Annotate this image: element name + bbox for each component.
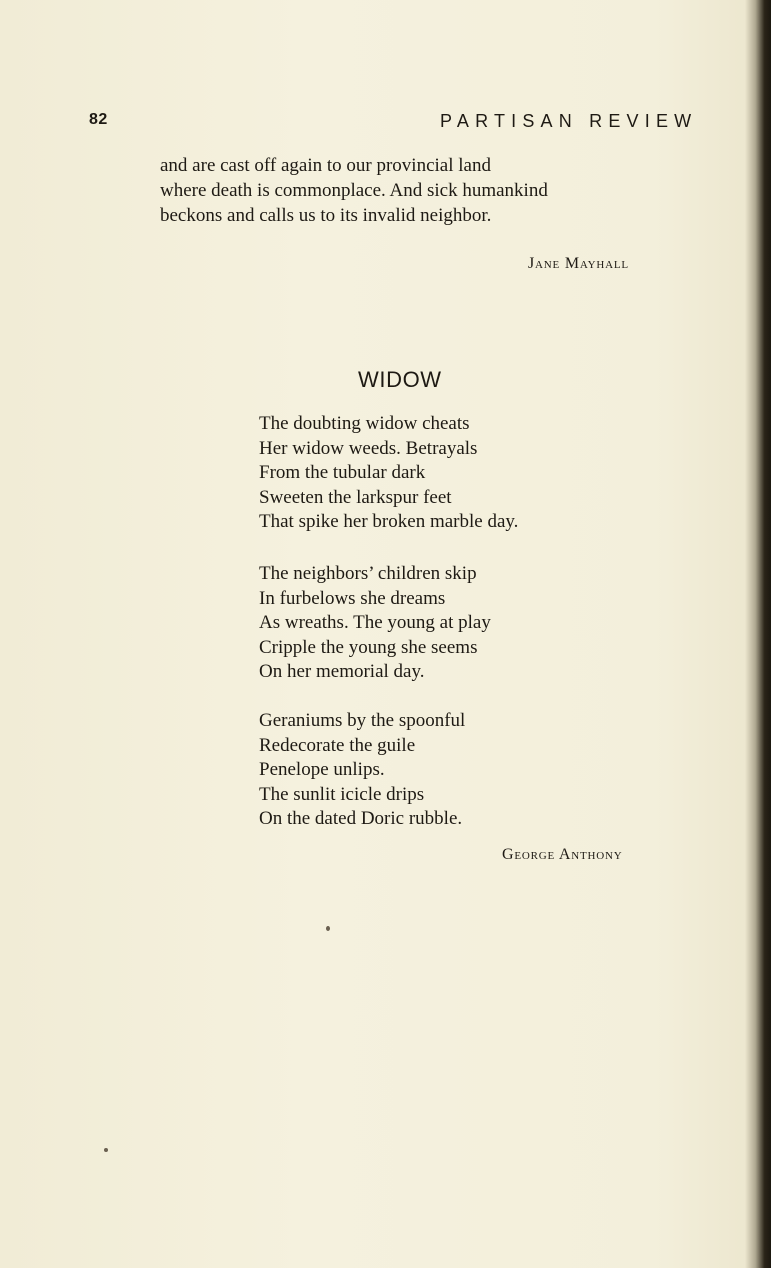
poem-line: The doubting widow cheats	[259, 413, 470, 434]
poem-title: WIDOW	[358, 367, 442, 392]
poem-line: From the tubular dark	[259, 462, 426, 483]
poem-line: Redecorate the guile	[259, 734, 416, 756]
poem-line: Cripple the young she seems	[259, 636, 478, 658]
running-head: PARTISAN REVIEW	[440, 111, 698, 131]
previous-poem-author: Jane Mayhall	[528, 255, 629, 272]
stanza-2	[259, 562, 491, 685]
page-edge-shadow	[745, 0, 771, 1268]
poem-line: As wreaths. The young at play	[259, 612, 491, 633]
poem-line: Geraniums by the spoonful	[259, 710, 466, 731]
poem-line: In furbelows she dreams	[259, 587, 446, 609]
poem-line: Sweeten the larkspur feet	[259, 486, 452, 508]
poem-line: and are cast off again to our provincial land	[160, 155, 491, 176]
poem-line: On her memorial day.	[259, 661, 425, 682]
poem-line: The sunlit icicle drips	[259, 783, 425, 805]
poem-line: Penelope unlips.	[259, 759, 385, 780]
poem-line: That spike her broken marble day.	[259, 511, 519, 532]
poem-line: On the dated Doric rubble.	[259, 808, 463, 829]
stanza-3	[259, 709, 465, 832]
poem-line: where death is commonplace. And sick humankind	[160, 180, 548, 201]
poem-line: beckons and calls us to its invalid neighbor.	[160, 205, 492, 226]
previous-poem-ending	[160, 153, 548, 228]
poem-author: George Anthony	[502, 846, 623, 863]
ink-speck	[326, 926, 330, 931]
stanza-1	[259, 412, 518, 535]
poem-line: Her widow weeds. Betrayals	[259, 437, 478, 459]
ink-speck	[104, 1148, 108, 1152]
page-number: 82	[89, 111, 108, 128]
poem-line: The neighbors’ children skip	[259, 563, 477, 584]
